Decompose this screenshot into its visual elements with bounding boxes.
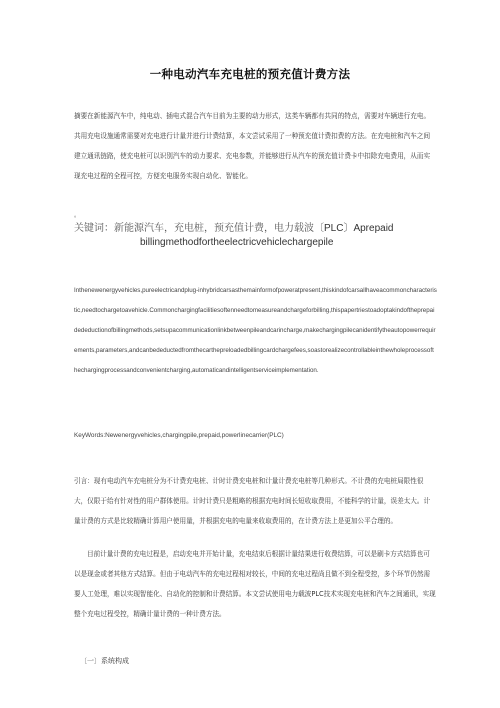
body-paragraph: 目前计量计费的充电过程是，启动充电并开始计量，充电结束后根据计量结果进行收费结算，可以是刷卡方式结算也可以是现金或者其他方式结算。但由于电动汽车的充电过程相对较长，中间的充电过程尚且做不到全程受控，多个环节仍然需要人工处理，难以实现智能化、自动化的控制和计费结算。本文尝试使用电力载波PLC技术实现充电桩和汽车之间通讯，实现整个充电过程受控，精确计量计费的一种计费方法。 (74, 550, 436, 618)
english-title: billingmethodfortheelectricvehiclechargepile (140, 237, 334, 248)
keywords-en: KeyWords:Newenergyvehicles,chargingpile,prepaid,powerlinecarrier(PLC) (74, 432, 284, 439)
introduction-paragraph: 引言：现有电动汽车充电桩分为不计费充电桩、计时计费充电桩和计量计费充电桩等几种形式。不计费的充电桩局限性很大，仅限于给有针对性的用户群体使用。计时计费只是粗略的根据充电时间长短收取费用，不能科学的计量，误差太大。计量计费的方式是比较精确计算用户使用量，并根据充电的电量来收取费用的，在计费方法上是更加公平合理的。 (74, 477, 431, 525)
keywords-cn-text: 关键词：新能源汽车，充电桩，预充值计费，电力载波〔 (74, 223, 324, 234)
separator-mark: 。 (74, 212, 81, 219)
abstract-cn: 摘要在新能源汽车中，纯电动、插电式混合汽车目前为主要的动力形式，这类车辆都有共同的特点，需要对车辆进行充电。共用充电设施通常需要对充电进行计量并进行计费结算，本文尝试采用了一种预充值计费扣费的方法。在充电桩和汽车之间建立通讯链路，使充电桩可以识别汽车的动力要求、充电参数，并能够进行从汽车的预充值计费卡中扣除充电费用，从而实现充电过程的全程可控，方便充电服务实现自动化、智能化。 (74, 112, 431, 180)
abstract-en: Inthenewenergyvehicles,pureelectricandplug-inhybridcarsasthemainformofpoweratpresent,thiskindofcarsallhaveacommoncharacteristic,needtochargetoavehicle.Commonchargingfacilitiesoftenneedtomeasureandchargeforbilling,thispapertriestoadoptakindoftheprepaidedeductionofbillingmethods,setsupacommunicationlinkbetweenpileandcarincharge,makechargingpilecanidentifytheautopowerrequirements,parameters,andcanbedeductedfromthecarthepreloadedbillingcardchargefees,soastorealizecontrollableinthewholeprocessofthechargingprocessandconvenientcharging,automaticandintelligentserviceimplementation. (74, 287, 437, 374)
paper-title: 一种电动汽车充电桩的预充值计费方法 (149, 67, 351, 81)
keywords-plc-text: PLC〕Aprepaid (324, 223, 394, 234)
keywords-cn (74, 221, 444, 237)
section-heading: 〔一〕系统构成 (80, 657, 129, 665)
